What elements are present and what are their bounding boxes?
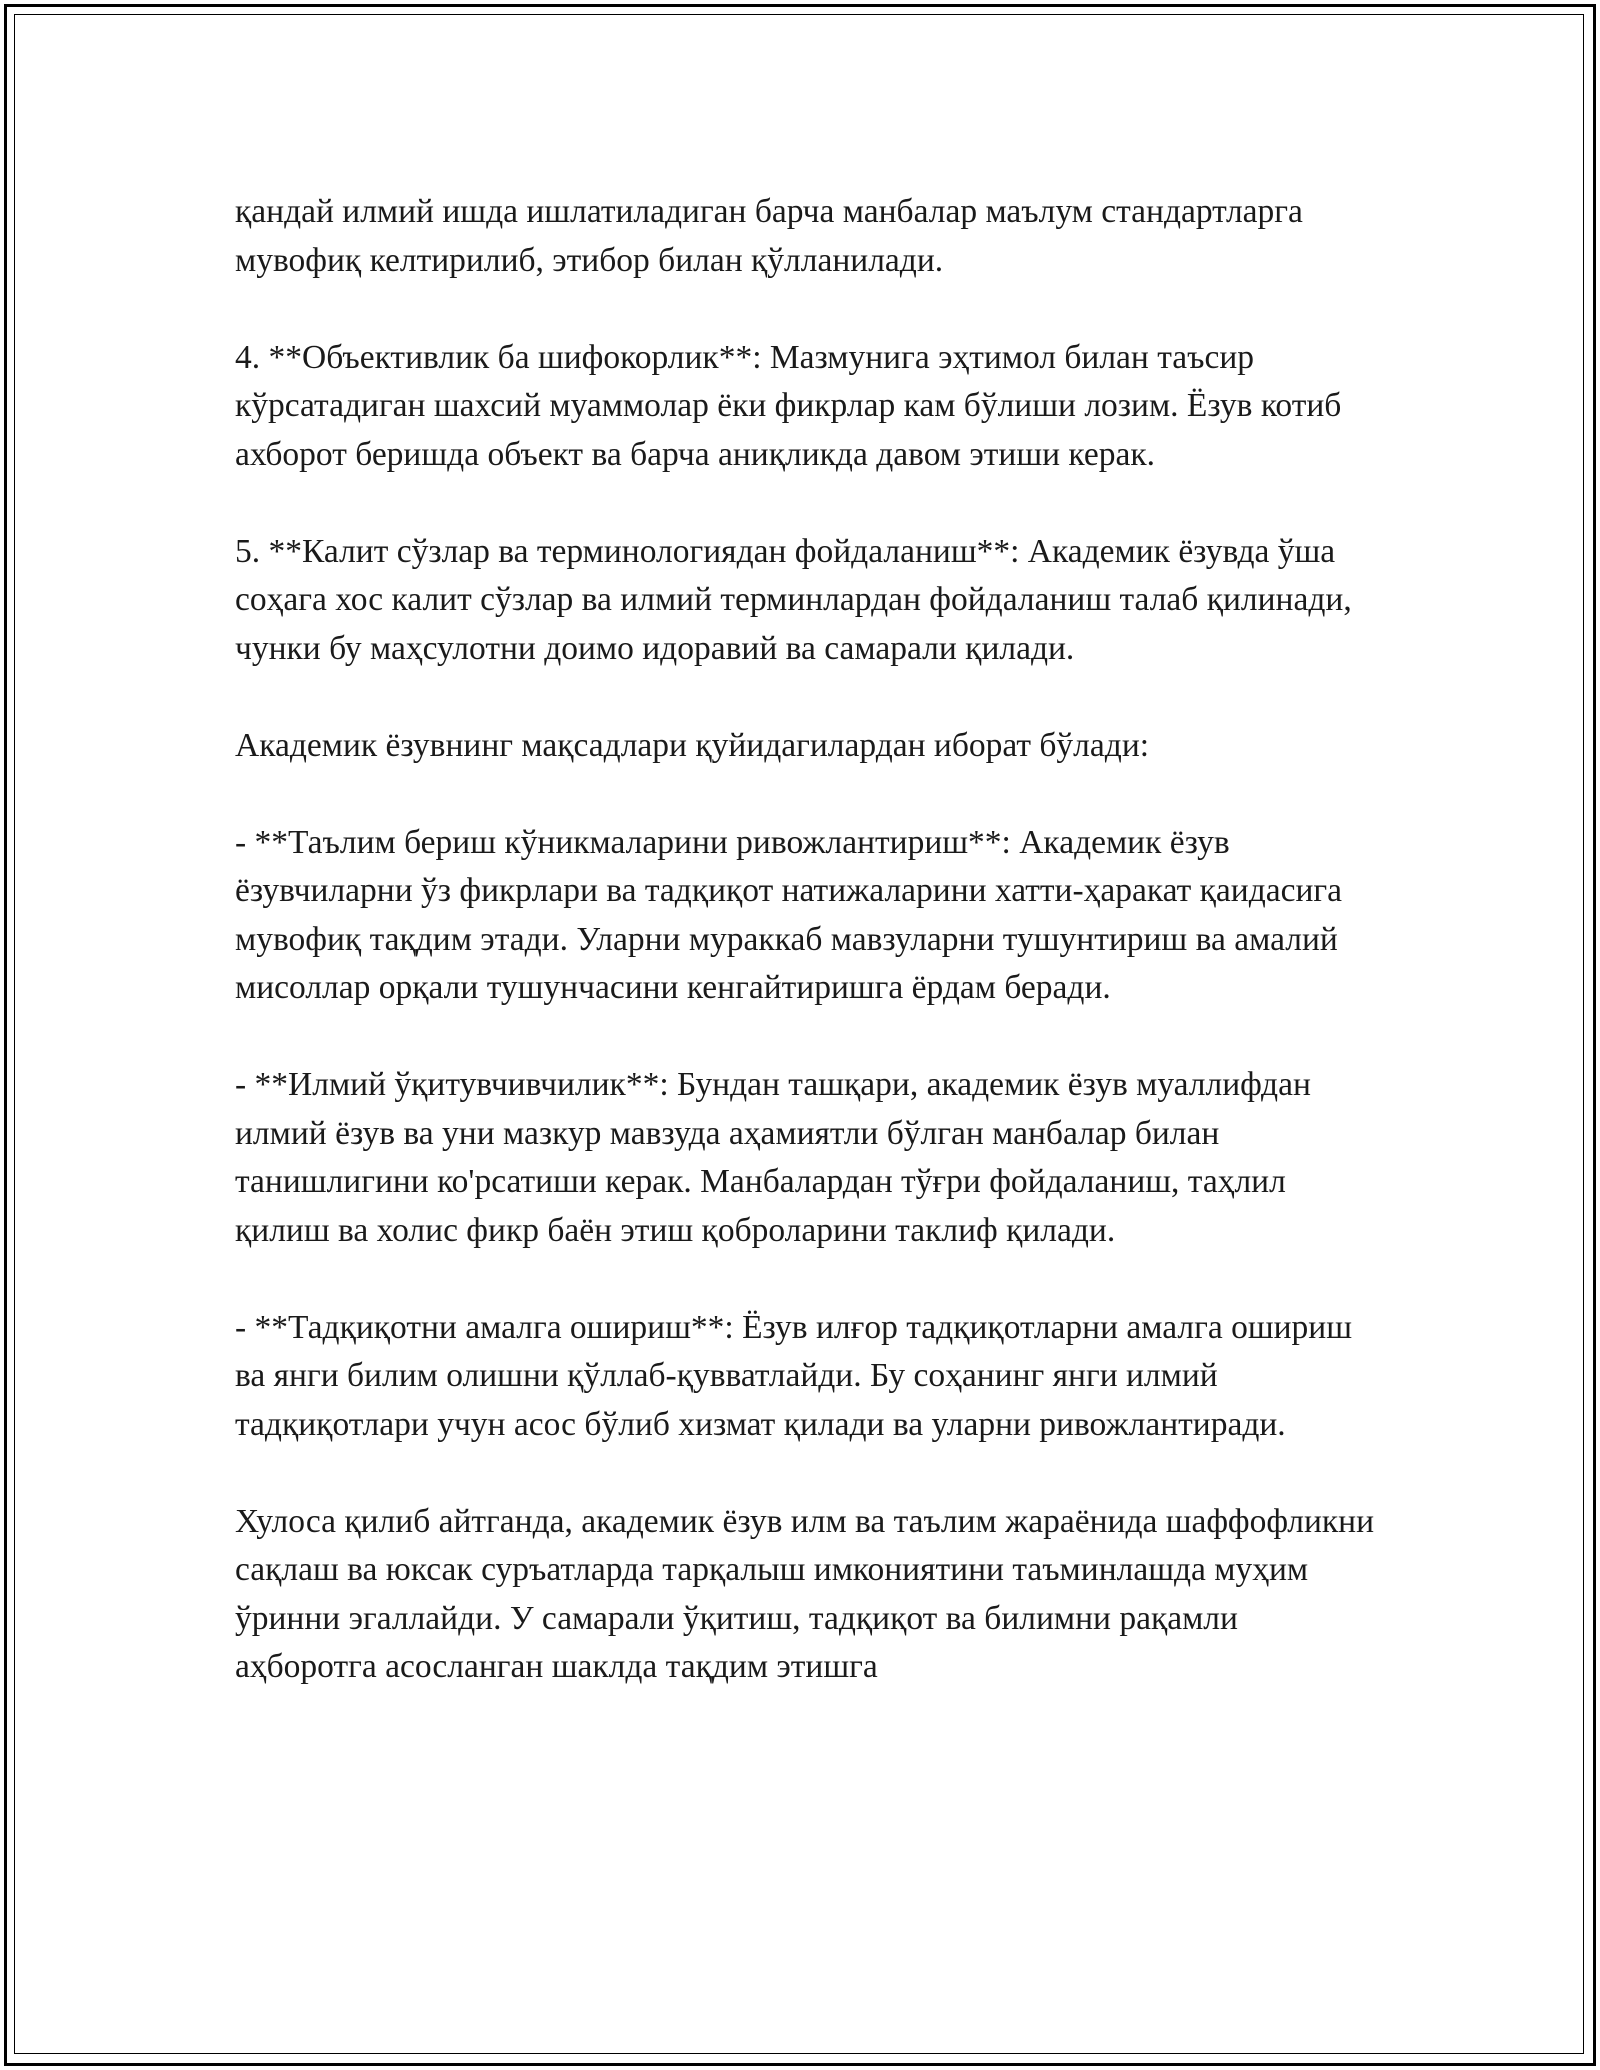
paragraph-scientific-teaching: - **Илмий ўқитувчивчилик**: Бундан ташқари, академик ёзув муаллифдан илмий ёзув ва уни мазкур мавзуда аҳамиятли бўлган манбалар билан танишлигини ко'рсатиши керак. Манбалардан тўғри фойдаланиш, таҳлил қилиш ва холис фикр баён этиш қоброларини таклиф қилади. <box>235 1066 1311 1249</box>
paragraph-sources-intro: қандай илмий ишда ишлатиладиган барча манбалар маълум стандартларга мувофиқ келтирилиб, этибор билан қўлланилади. <box>235 193 1303 279</box>
paragraph-research: - **Тадқиқотни амалга ошириш**: Ёзув илғор тадқиқотларни амалга ошириш ва янги билим олишни қўллаб-қувватлайди. Бу соҳанинг янги илмий тадқиқотлари учун асос бўлиб хизмат қилади ва уларни ривожлантиради. <box>235 1308 1353 1443</box>
paragraph-objectivity: 4. **Объективлик ба шифокорлик**: Мазмунига эҳтимол билан таъсир кўрсатадиган шахсий муаммолар ёки фикрлар кам бўлиши лозим. Ёзув котиб ахборот беришда объект ва барча аниқликда давом этиши керак. <box>235 338 1342 473</box>
paragraph-goals-heading: Академик ёзувнинг мақсадлари қуйидагилардан иборат бўлади: <box>235 726 1150 764</box>
paragraph-keywords-terminology: 5. **Калит сўзлар ва терминологиядан фойдаланиш**: Академик ёзувда ўша соҳага хос калит сўзлар ва илмий терминлардан фойдаланиш талаб қилинади, чунки бу маҳсулотни доимо идоравий ва самарали қилади. <box>235 532 1352 667</box>
document-body <box>235 188 1375 1692</box>
paragraph-teaching-skills: - **Таълим бериш кўникмаларини ривожлантириш**: Академик ёзув ёзувчиларни ўз фикрлари ва тадқиқот натижаларини хатти-ҳаракат қаидасига мувофиқ тақдим этади. Уларни мураккаб мавзуларни тушунтириш ва амалий мисоллар орқали тушунчасини кенгайтиришга ёрдам беради. <box>235 823 1343 1006</box>
paragraph-conclusion: Хулоса қилиб айтганда, академик ёзув илм ва таълим жараёнида шаффофликни сақлаш ва юксак суръатларда тарқалыш имкониятини таъминлашда муҳим ўринни эгаллайди. У самарали ўқитиш, тадқиқот ва билимни рақамли аҳборотга асосланган шаклда тақдим этишга <box>235 1502 1375 1685</box>
